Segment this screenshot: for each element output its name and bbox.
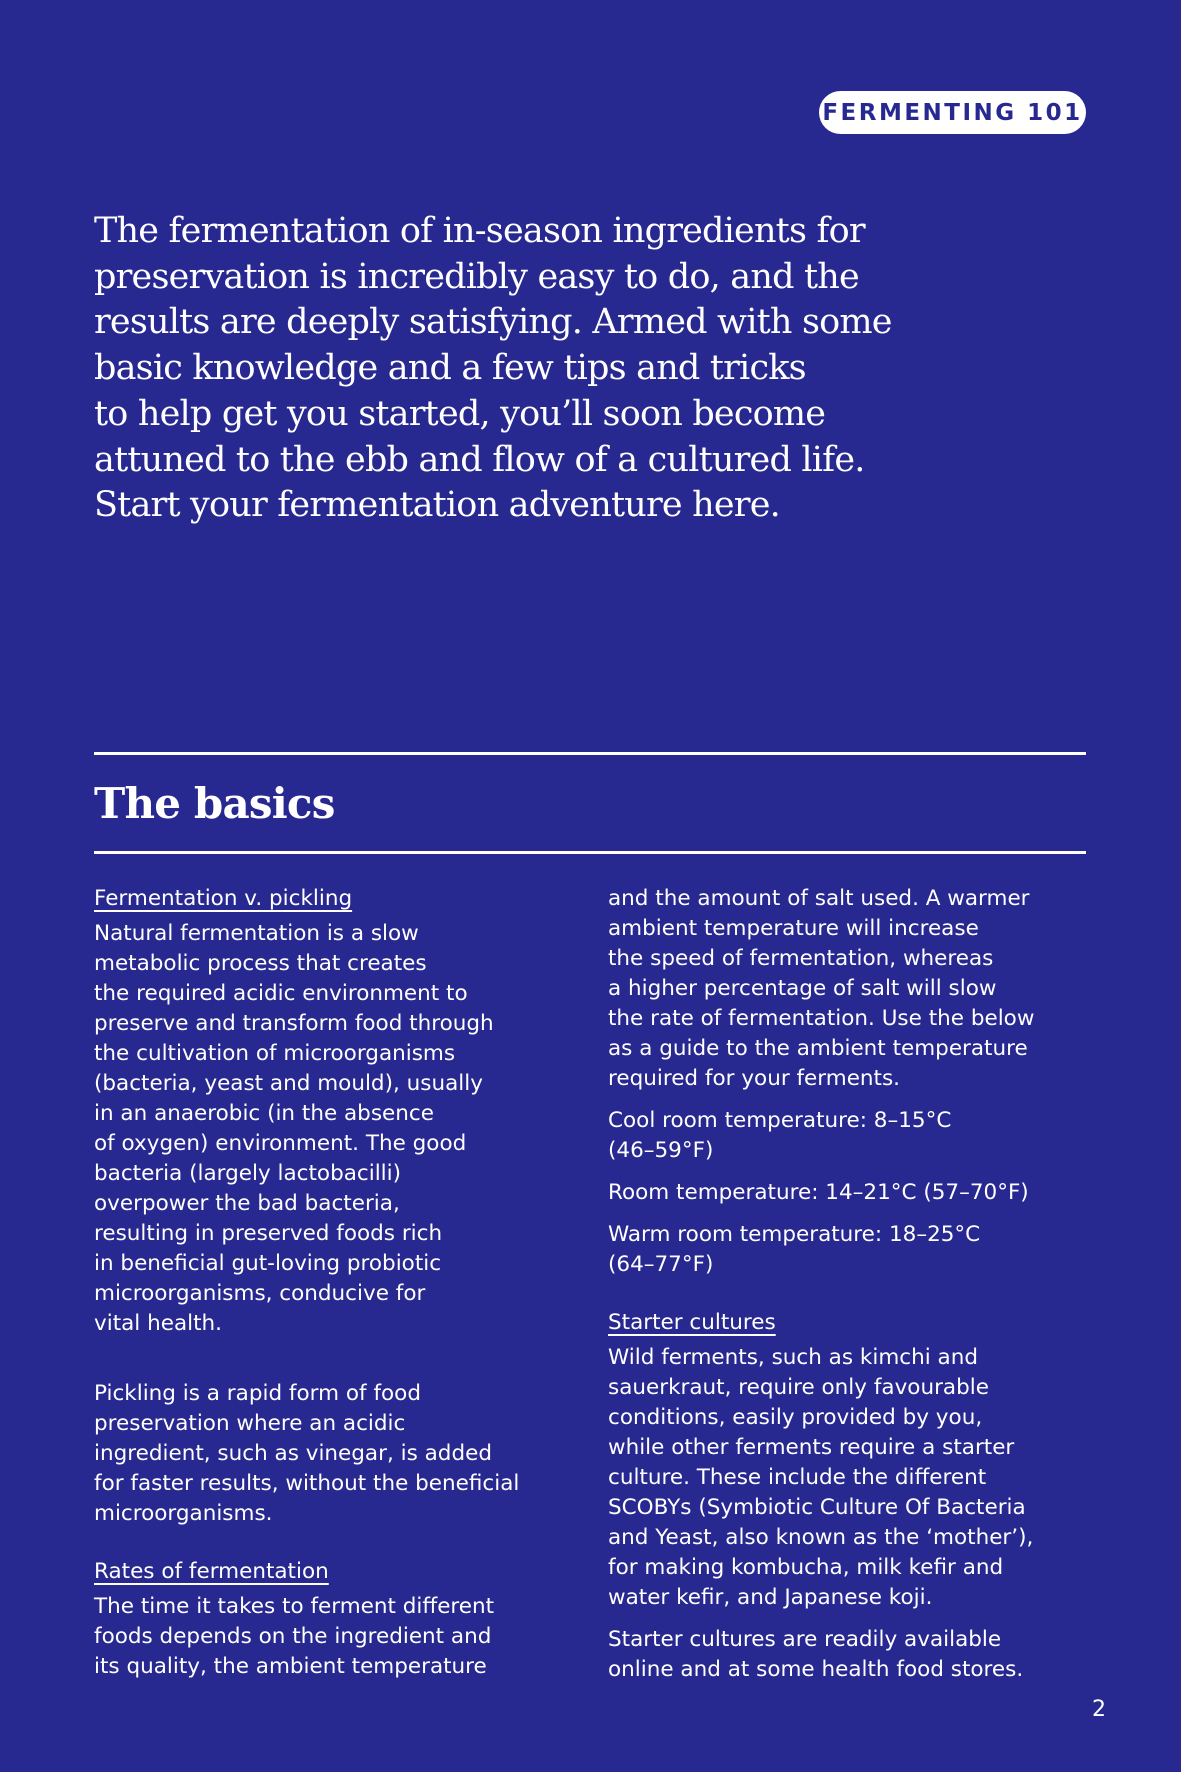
text-line: ambient temperature will increase: [608, 916, 979, 941]
text-line: sauerkraut, require only favourable: [608, 1375, 989, 1400]
rates-continued-paragraph: [608, 884, 1088, 1094]
text-line: online and at some health food stores.: [608, 1657, 1024, 1682]
text-line: as a guide to the ambient temperature: [608, 1036, 1028, 1061]
text-line: preserve and transform food through: [94, 1011, 494, 1036]
text-line: in beneficial gut-loving probiotic: [94, 1251, 442, 1276]
intro-paragraph: [94, 209, 994, 529]
text-line: the speed of fermentation, whereas: [608, 946, 994, 971]
text-line: required for your ferments.: [608, 1066, 901, 1091]
text-line: the required acidic environment to: [94, 981, 468, 1006]
text-line: of oxygen) environment. The good: [94, 1131, 467, 1156]
fermenting-101-badge: FERMENTING 101: [819, 91, 1086, 134]
intro-line: The fermentation of in-season ingredients for: [94, 211, 865, 251]
warm-room-temperature: [608, 1220, 1088, 1280]
pickling-paragraph: [94, 1379, 574, 1529]
room-temperature: [608, 1178, 1088, 1208]
text-line: (64–77°F): [608, 1252, 714, 1277]
text-line: resulting in preserved foods rich: [94, 1221, 443, 1246]
rates-paragraph: [94, 1592, 574, 1682]
intro-line: Start your fermentation adventure here.: [94, 485, 780, 526]
left-column: [94, 884, 574, 1682]
text-line: bacteria (largely lactobacilli): [94, 1161, 402, 1186]
text-line: and Yeast, also known as the ‘mother’),: [608, 1525, 1034, 1550]
text-line: overpower the bad bacteria,: [94, 1191, 400, 1216]
text-line: culture. These include the different: [608, 1465, 987, 1490]
intro-line: to help get you started, you’ll soon become: [94, 393, 826, 434]
text-line: the cultivation of microorganisms: [94, 1041, 456, 1066]
text-line: (bacteria, yeast and mould), usually: [94, 1071, 483, 1096]
text-line: SCOBYs (Symbiotic Culture Of Bacteria: [608, 1495, 1026, 1520]
text-line: preservation where an acidic: [94, 1411, 406, 1436]
text-line: microorganisms.: [94, 1501, 273, 1526]
text-line: and the amount of salt used. A warmer: [608, 886, 1030, 911]
text-line: water kefir, and Japanese koji.: [608, 1585, 933, 1610]
text-line: while other ferments require a starter: [608, 1435, 1015, 1460]
text-line: Wild ferments, such as kimchi and: [608, 1345, 978, 1370]
text-line: a higher percentage of salt will slow: [608, 976, 997, 1001]
text-line: Room temperature: 14–21°C (57–70°F): [608, 1180, 1029, 1205]
section-divider-bottom: [94, 851, 1086, 854]
availability-paragraph: [608, 1625, 1088, 1685]
starter-cultures-paragraph: [608, 1343, 1088, 1613]
intro-line: attuned to the ebb and flow of a cultured life.: [94, 439, 865, 480]
intro-line: preservation is incredibly easy to do, and the: [94, 256, 859, 297]
text-line: Cool room temperature: 8–15°C: [608, 1108, 952, 1133]
rates-heading: Rates of fermentation: [94, 1559, 329, 1584]
text-line: The time it takes to ferment different: [94, 1594, 495, 1619]
text-line: its quality, the ambient temperature: [94, 1654, 487, 1679]
fermentation-heading: Fermentation v. pickling: [94, 886, 353, 911]
intro-line: basic knowledge and a few tips and tricks: [94, 348, 806, 389]
text-line: conditions, easily provided by you,: [608, 1405, 983, 1430]
section-title: The basics: [94, 779, 335, 828]
text-line: microorganisms, conducive for: [94, 1281, 426, 1306]
text-line: vital health.: [94, 1311, 223, 1336]
text-line: Natural fermentation is a slow: [94, 921, 419, 946]
text-line: Warm room temperature: 18–25°C: [608, 1222, 981, 1247]
section-divider-top: [94, 752, 1086, 755]
text-line: metabolic process that creates: [94, 951, 427, 976]
right-column: [608, 884, 1088, 1685]
text-line: foods depends on the ingredient and: [94, 1624, 492, 1649]
page-number: 2: [1092, 1697, 1106, 1722]
text-line: ingredient, such as vinegar, is added: [94, 1441, 492, 1466]
text-line: for faster results, without the beneficial: [94, 1471, 520, 1496]
text-line: Starter cultures are readily available: [608, 1627, 1002, 1652]
text-line: the rate of fermentation. Use the below: [608, 1006, 1035, 1031]
text-line: for making kombucha, milk kefir and: [608, 1555, 1004, 1580]
starter-cultures-heading: Starter cultures: [608, 1310, 776, 1335]
text-line: (46–59°F): [608, 1138, 714, 1163]
text-line: Pickling is a rapid form of food: [94, 1381, 421, 1406]
intro-line: results are deeply satisfying. Armed with some: [94, 302, 892, 343]
text-line: in an anaerobic (in the absence: [94, 1101, 434, 1126]
fermentation-paragraph: [94, 919, 574, 1339]
cool-room-temperature: [608, 1106, 1088, 1166]
